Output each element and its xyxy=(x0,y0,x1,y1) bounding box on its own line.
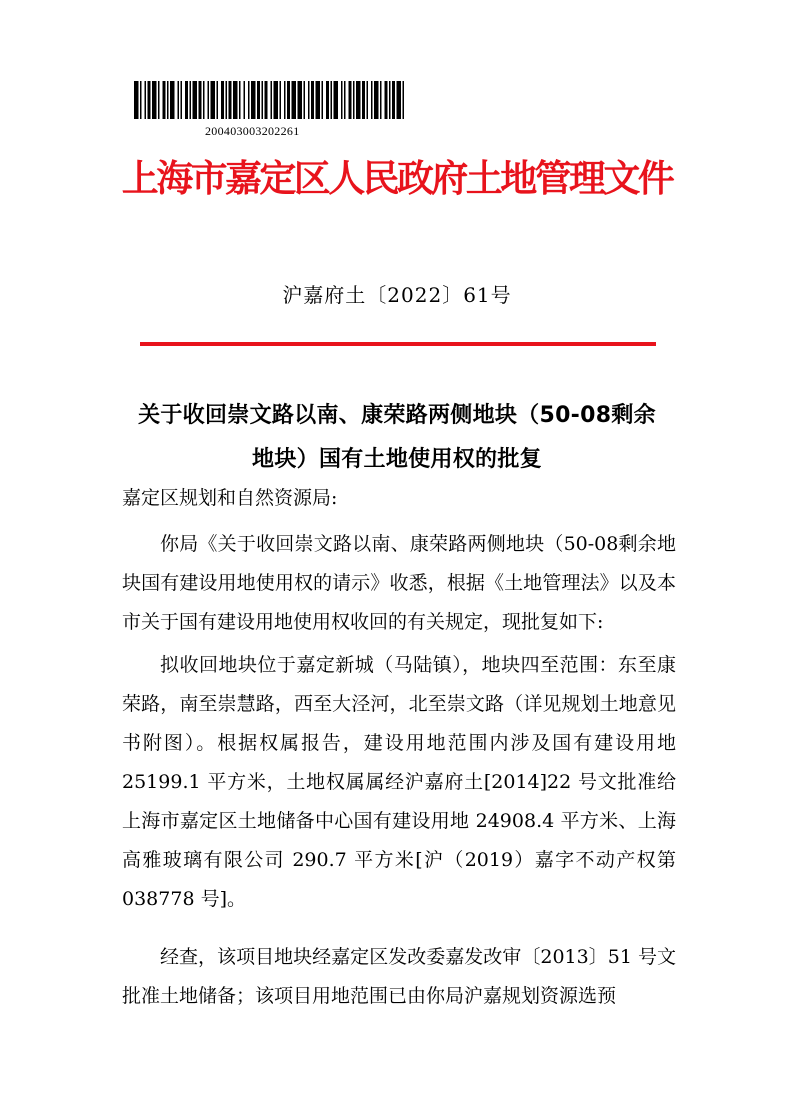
document-title-line-1: 关于收回崇文路以南、康荣路两侧地块（50-08剩余 xyxy=(138,403,656,428)
document-number: 沪嘉府土〔2022〕61号 xyxy=(282,283,512,307)
document-header-title: 上海市嘉定区人民政府土地管理文件 xyxy=(121,156,673,200)
document-title xyxy=(110,394,684,482)
body-paragraph-3: 经查，该项目地块经嘉定区发改委嘉发改审〔2013〕51 号文批准土地储备；该项目用地范围已由你局沪嘉规划资源选预 xyxy=(122,946,676,1007)
body-paragraph-1: 你局《关于收回崇文路以南、康荣路两侧地块（50-08剩余地块国有建设用地使用权的请示》收悉，根据《土地管理法》以及本市关于国有建设用地使用权收回的有关规定，现批复如下: xyxy=(122,533,676,633)
barcode-number: 200403003202261 xyxy=(205,124,300,138)
red-divider-line xyxy=(140,342,656,346)
body-paragraph-2: 拟收回地块位于嘉定新城（马陆镇），地块四至范围：东至康荣路，南至崇慧路，西至大泾河，北至崇文路（详见规划土地意见书附图）。根据权属报告，建设用地范围内涉及国有建设用地 25199.1 平方米，土地权属属经沪嘉府土[2014]22 号文批准给上海市嘉定区土地储备中心国有建设用地 24908.4 平方米、上海高雅玻璃有限公司 290.7 平方米[沪（2019）嘉字不动产权第038778 号]。 xyxy=(122,654,676,910)
barcode xyxy=(134,81,406,119)
recipient: 嘉定区规划和自然资源局: xyxy=(122,487,338,509)
document-title-line-2: 地块）国有土地使用权的批复 xyxy=(252,447,542,472)
